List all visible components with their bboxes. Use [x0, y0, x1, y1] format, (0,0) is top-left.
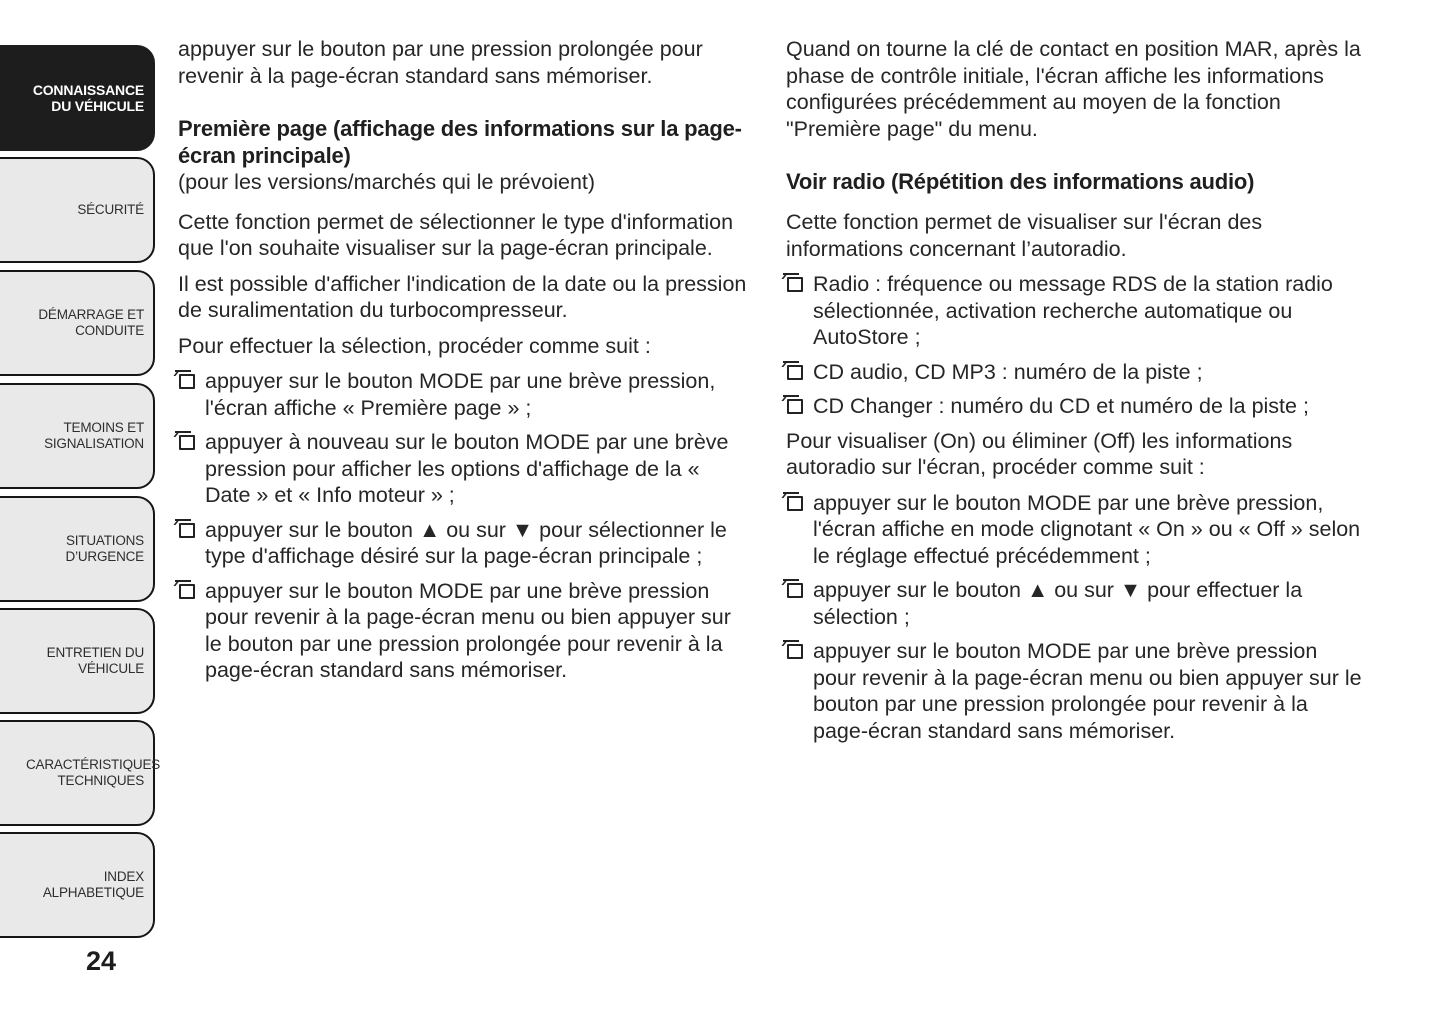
tab-label: ENTRETIEN DU VÉHICULE: [46, 645, 144, 676]
section-heading-premiere-page: Première page (affichage des informations sur la page-écran principale): [178, 116, 742, 168]
ballot-box-icon: [787, 496, 803, 511]
ballot-box-icon: [179, 584, 195, 599]
intro-paragraph: appuyer sur le bouton par une pression prolongée pour revenir à la page-écran standard sans mémoriser.: [178, 37, 703, 88]
tab-label: DÉMARRAGE ET CONDUITE: [38, 307, 144, 338]
ballot-box-icon: [179, 523, 195, 538]
tab-label: CONNAISSANCE DU VÉHICULE: [32, 82, 144, 114]
list-item-text: appuyer sur le bouton ▲ ou sur ▼ pour sélectionner le type d'affichage désiré sur la page-écran principale ;: [205, 517, 727, 568]
list-item-text: appuyer sur le bouton ▲ ou sur ▼ pour effectuer la sélection ;: [813, 578, 1303, 629]
right-column: [786, 36, 1363, 752]
list-item: [786, 638, 1363, 744]
list-item-text: CD Changer : numéro du CD et numéro de la piste ;: [813, 394, 1309, 418]
ballot-box-icon: [179, 435, 195, 450]
list-item: [786, 577, 1363, 630]
page-body: [178, 36, 1363, 752]
ballot-box-icon: [787, 399, 803, 414]
paragraph: Cette fonction permet de sélectionner le type d'information que l'on souhaite visualiser sur la page-écran principale.: [178, 209, 734, 260]
ballot-box-icon: [787, 277, 803, 292]
list-item-text: appuyer sur le bouton MODE par une brève pression, l'écran affiche « Première page » ;: [205, 369, 716, 420]
tab-demarrage-et-conduite[interactable]: [0, 270, 155, 376]
list-item-text: Radio : fréquence ou message RDS de la station radio sélectionnée, activation recherche automatique ou AutoStore ;: [813, 272, 1333, 349]
paragraph: Pour visualiser (On) ou éliminer (Off) les informations autoradio sur l'écran, procéder comme suit :: [786, 428, 1293, 479]
paragraph: Cette fonction permet de visualiser sur l'écran des informations concernant l’autoradio.: [786, 210, 1263, 261]
tab-connaissance-du-vehicule[interactable]: [0, 45, 155, 151]
list-item: [178, 517, 749, 570]
chapter-tab-rail: [0, 0, 160, 1026]
list-item-text: appuyer sur le bouton MODE par une brève pression, l'écran affiche en mode clignotant « On » ou « Off » selon le réglage effectué précédemment ;: [813, 490, 1361, 568]
tab-securite[interactable]: [0, 157, 155, 263]
section-subheading: (pour les versions/marchés qui le prévoient): [178, 170, 596, 194]
instruction-list: [786, 490, 1363, 745]
instruction-list: [178, 368, 749, 684]
tab-label: SITUATIONS D’URGENCE: [65, 533, 144, 564]
section-heading-voir-radio: Voir radio (Répétition des informations audio): [786, 169, 1255, 194]
list-item: [786, 490, 1363, 570]
ballot-box-icon: [787, 583, 803, 598]
tab-temoins-et-signalisation[interactable]: [0, 383, 155, 489]
left-column: [178, 36, 749, 752]
list-item: [178, 368, 749, 421]
ballot-box-icon: [787, 644, 803, 659]
list-item: [786, 393, 1363, 420]
list-item-text: appuyer sur le bouton MODE par une brève pression pour revenir à la page-écran menu ou bien appuyer sur le bouton par une pression prolongée pour revenir à la page-écran standard sans mémoriser.: [205, 578, 731, 682]
tab-label: TEMOINS ET SIGNALISATION: [44, 420, 144, 451]
tab-label: INDEX ALPHABETIQUE: [42, 869, 144, 900]
intro-paragraph: Quand on tourne la clé de contact en position MAR, après la phase de contrôle initiale, l'écran affiche les informations configurées précédemment au moyen de la fonction "Première page" du menu.: [786, 37, 1361, 141]
audio-source-list: [786, 271, 1363, 420]
list-item: [178, 429, 749, 509]
tab-label: CARACTÉRISTIQUES TECHNIQUES: [26, 757, 161, 788]
list-item: [786, 271, 1363, 351]
tab-caracteristiques-techniques[interactable]: [0, 720, 161, 826]
list-item-text: appuyer sur le bouton MODE par une brève pression pour revenir à la page-écran menu ou bien appuyer sur le bouton par une pression prolongée pour revenir à la page-écran standard sans mémoriser.: [813, 639, 1362, 743]
list-item-text: appuyer à nouveau sur le bouton MODE par une brève pression pour afficher les options d'affichage de la « Date » et « Info moteur » ;: [205, 430, 729, 507]
ballot-box-icon: [787, 365, 803, 380]
list-item-text: CD audio, CD MP3 : numéro de la piste ;: [813, 359, 1203, 384]
list-item: [786, 359, 1363, 386]
tab-label: SÉCURITÉ: [77, 202, 144, 217]
page-number: 24: [86, 946, 117, 976]
paragraph: Il est possible d'afficher l'indication de la date ou la pression de suralimentation du turbocompresseur.: [178, 271, 747, 322]
tab-index-alphabetique[interactable]: [0, 832, 155, 938]
tab-situations-urgence[interactable]: [0, 496, 155, 602]
tab-entretien-du-vehicule[interactable]: [0, 608, 155, 714]
list-item: [178, 578, 749, 684]
ballot-box-icon: [179, 374, 195, 389]
paragraph: Pour effectuer la sélection, procéder comme suit :: [178, 333, 651, 358]
